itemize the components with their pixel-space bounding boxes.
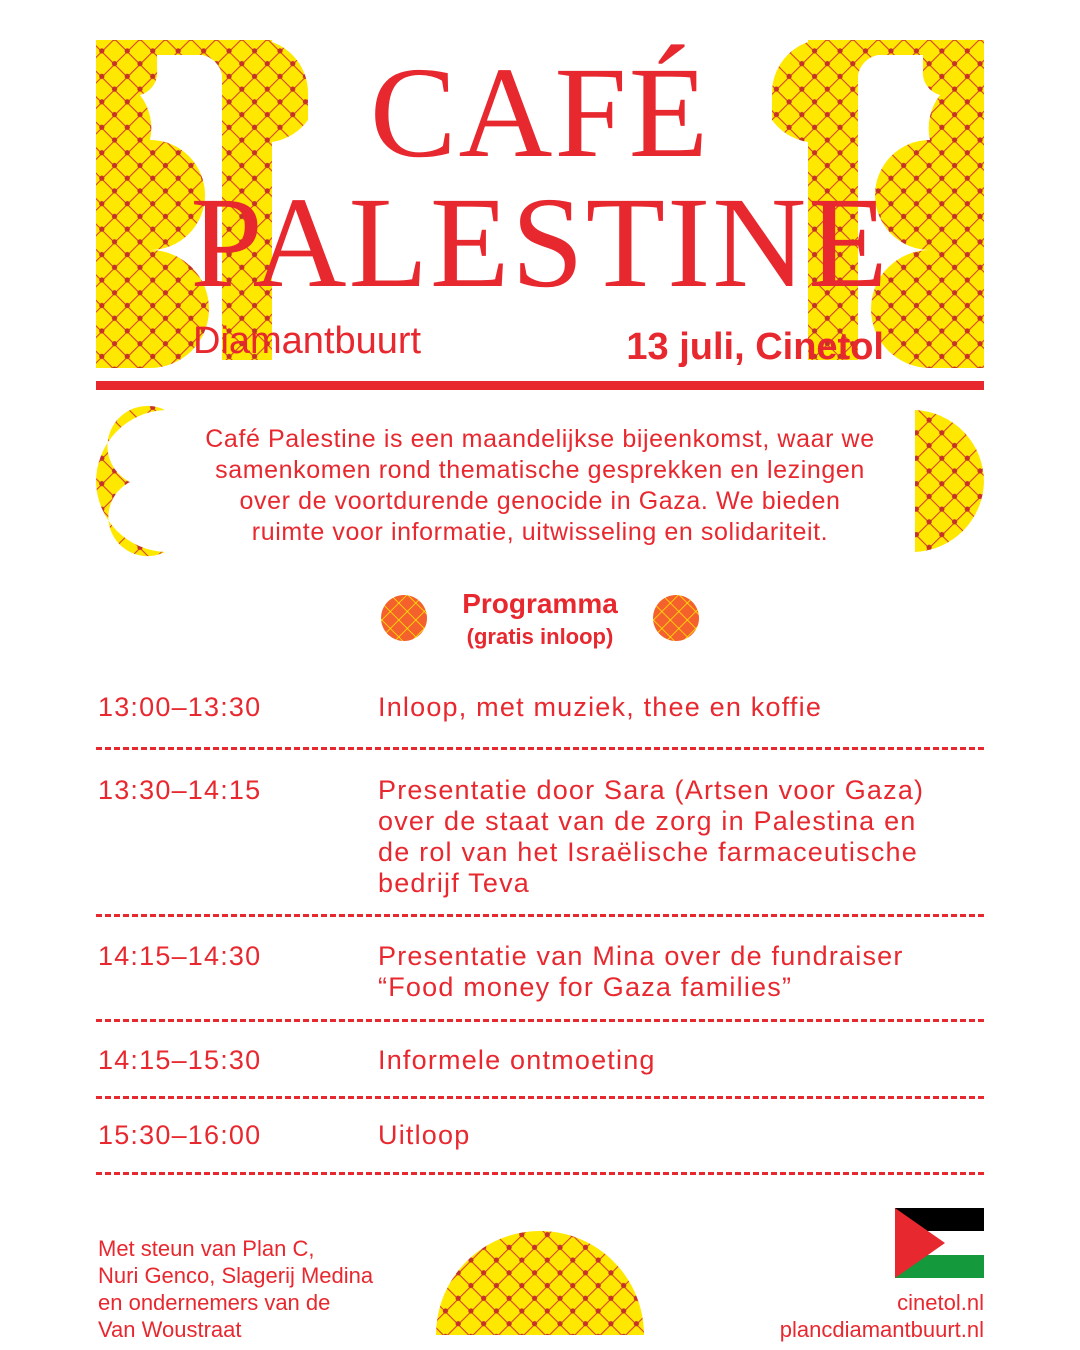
title-line-1: CAFÉ bbox=[369, 41, 711, 185]
programma-subheading: (gratis inloop) bbox=[466, 624, 614, 649]
support-line: Nuri Genco, Slagerij Medina bbox=[98, 1263, 374, 1288]
palestine-flag-icon bbox=[895, 1208, 984, 1278]
divider bbox=[96, 914, 984, 917]
schedule-time: 15:30–16:00 bbox=[98, 1120, 262, 1150]
schedule-activity bbox=[378, 1120, 968, 1151]
activity-line: de rol van het Israëlische farmaceutische bbox=[378, 837, 918, 867]
subtitle-right: 13 juli, Cinetol bbox=[626, 326, 884, 368]
intro-line: ruimte voor informatie, uitwisseling en solidariteit. bbox=[251, 518, 829, 546]
activity-line: Presentatie door Sara (Artsen voor Gaza) bbox=[378, 775, 925, 805]
activity-line: “Food money for Gaza families” bbox=[378, 972, 793, 1002]
support-line: en ondernemers van de bbox=[98, 1290, 331, 1315]
intro-line: samenkomen rond thematische gesprekken en lezingen bbox=[215, 456, 865, 484]
programma-heading: Programma bbox=[462, 588, 618, 619]
activity-line: Informele ontmoeting bbox=[378, 1045, 656, 1075]
title-line-2: PALESTINE bbox=[190, 171, 890, 315]
schedule-activity bbox=[378, 775, 968, 899]
schedule-time: 14:15–15:30 bbox=[98, 1045, 262, 1075]
footer-links bbox=[780, 1289, 984, 1343]
schedule-time: 13:00–13:30 bbox=[98, 692, 262, 722]
activity-line: over de staat van de zorg in Palestina en bbox=[378, 806, 917, 836]
support-text bbox=[98, 1235, 373, 1343]
intro-line: over de voortdurende genocide in Gaza. We bieden bbox=[239, 487, 841, 515]
subtitle-left: Diamantbuurt bbox=[193, 320, 422, 362]
activity-line: bedrijf Teva bbox=[378, 868, 530, 898]
divider bbox=[96, 747, 984, 750]
header-rule bbox=[96, 381, 984, 390]
cinetol-link[interactable]: cinetol.nl bbox=[897, 1290, 984, 1315]
activity-line: Inloop, met muziek, thee en koffie bbox=[378, 692, 823, 722]
planc-link[interactable]: plancdiamantbuurt.nl bbox=[779, 1317, 984, 1342]
schedule-activity bbox=[378, 692, 968, 723]
support-line: Van Woustraat bbox=[98, 1317, 242, 1342]
mid-left-ornament bbox=[96, 406, 165, 556]
activity-line: Presentatie van Mina over de fundraiser bbox=[378, 941, 904, 971]
divider bbox=[96, 1019, 984, 1022]
divider bbox=[96, 1172, 984, 1175]
schedule-activity bbox=[378, 1045, 968, 1076]
bottom-semicircle-ornament bbox=[436, 1231, 644, 1335]
schedule-activity bbox=[378, 941, 968, 1003]
intro-line: Café Palestine is een maandelijkse bijeenkomst, waar we bbox=[205, 425, 875, 453]
activity-line: Uitloop bbox=[378, 1120, 471, 1150]
divider bbox=[96, 1096, 984, 1099]
support-line: Met steun van Plan C, bbox=[98, 1236, 315, 1261]
intro-text bbox=[170, 424, 910, 548]
schedule-time: 14:15–14:30 bbox=[98, 941, 262, 971]
mid-right-ornament bbox=[915, 410, 984, 552]
schedule-time: 13:30–14:15 bbox=[98, 775, 262, 805]
